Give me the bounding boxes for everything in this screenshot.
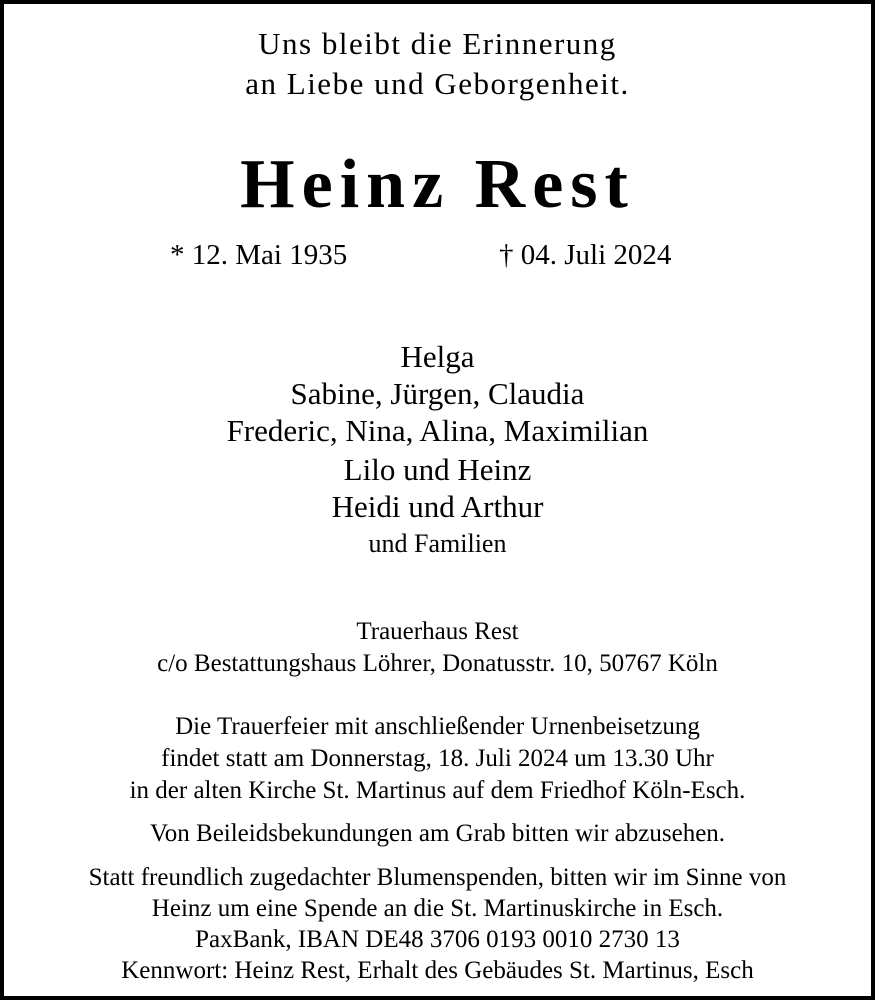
ceremony-line: findet statt am Donnerstag, 18. Juli 2024 um 13.30 Uhr — [161, 745, 714, 772]
life-dates — [4, 241, 871, 275]
bank-details: PaxBank, IBAN DE48 3706 0193 0010 2730 13 — [195, 926, 680, 953]
birth-date: * 12. Mai 1935 — [170, 239, 348, 271]
deceased-name: Heinz Rest — [240, 146, 635, 223]
mourner-line: Helga — [400, 339, 475, 374]
donation-line: Statt freundlich zugedachter Blumenspenden, bitten wir im Sinne von — [88, 864, 787, 891]
mourner-line: Lilo und Heinz — [343, 452, 532, 487]
ceremony-line: in der alten Kirche St. Martinus auf dem Friedhof Köln-Esch. — [129, 777, 746, 804]
mourner-line: und Familien — [368, 529, 507, 558]
address-line-2: c/o Bestattungshaus Löhrer, Donatusstr. 10, 50767 Köln — [157, 650, 718, 677]
address-line-1: Trauerhaus Rest — [356, 618, 519, 645]
motto-line-1: Uns bleibt die Erinnerung — [258, 26, 617, 61]
death-date: † 04. Juli 2024 — [499, 239, 672, 271]
ceremony-line: Die Trauerfeier mit anschließender Urnenbeisetzung — [175, 713, 700, 740]
mourner-line: Frederic, Nina, Alina, Maximilian — [226, 413, 649, 448]
donation-line: Heinz um eine Spende an die St. Martinuskirche in Esch. — [151, 895, 724, 922]
motto-line-2: an Liebe und Geborgenheit. — [245, 66, 630, 101]
condolence-note: Von Beileidsbekundungen am Grab bitten wir abzusehen. — [149, 820, 726, 847]
donation-keyword: Kennwort: Heinz Rest, Erhalt des Gebäudes St. Martinus, Esch — [121, 957, 754, 984]
mourner-line: Sabine, Jürgen, Claudia — [290, 376, 585, 411]
mourner-line: Heidi und Arthur — [331, 489, 544, 524]
